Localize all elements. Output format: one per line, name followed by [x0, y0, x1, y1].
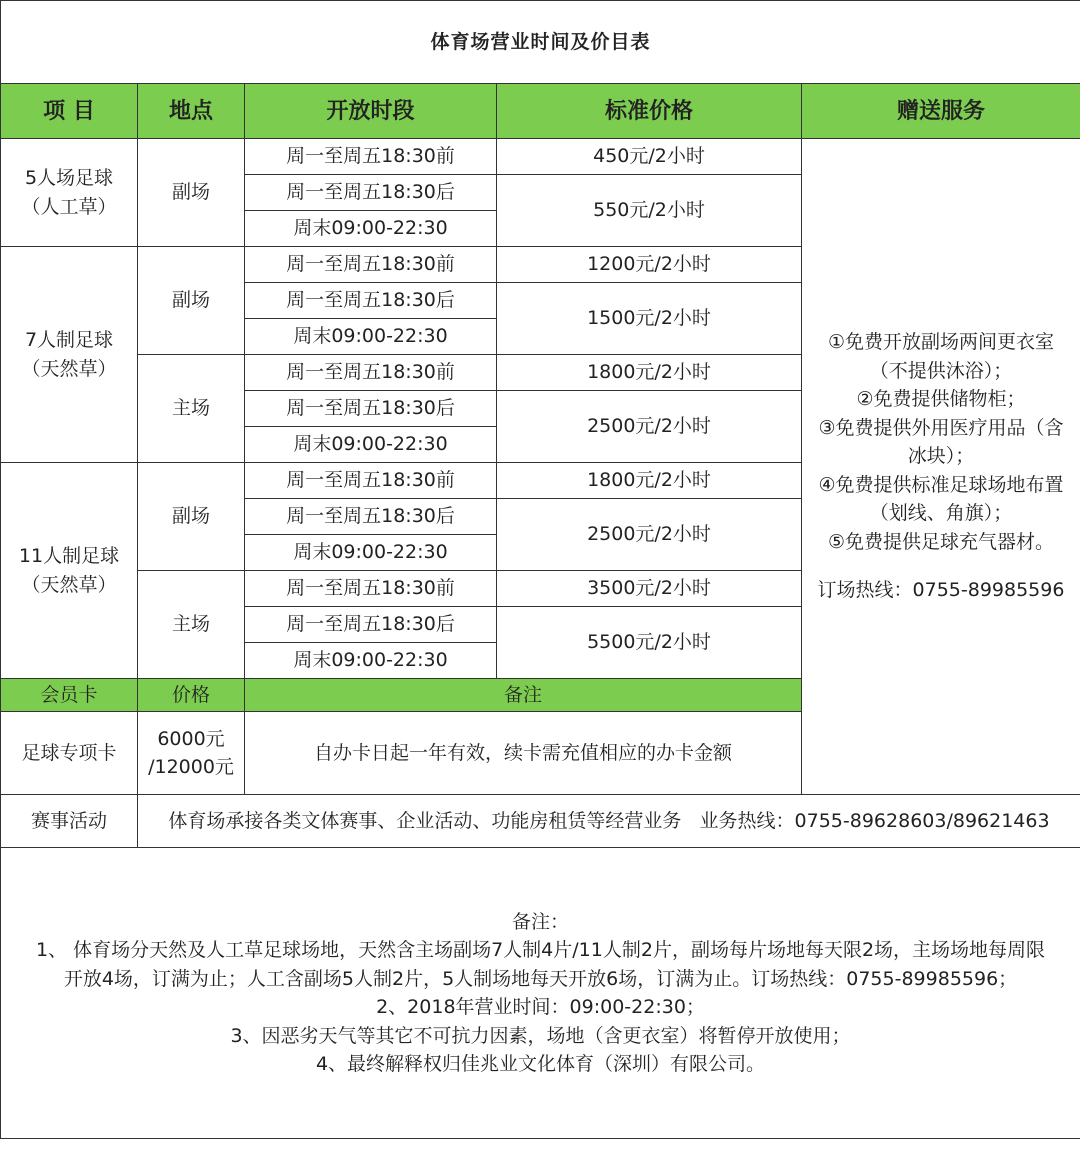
service-item: ④免费提供标准足球场地布置: [818, 473, 1064, 496]
item-cell: [1, 463, 138, 679]
venue-cell: 主场: [138, 355, 245, 463]
period-cell: 周一至周五18:30前: [245, 139, 497, 175]
note-line: 1、 体育场分天然及人工草足球场地，天然含主场副场7人制4片/11人制2片，副场每片场地每天限2场，主场场地每周限: [35, 939, 1046, 961]
service-item: （划线、角旗）；: [869, 502, 1013, 525]
item-name: 7人制足球: [24, 329, 114, 351]
header-service: 赠送服务: [802, 84, 1080, 139]
price-cell: 1800元/2小时: [497, 463, 802, 499]
card-price: [138, 712, 245, 795]
card-price-line: 6000元: [157, 727, 225, 750]
service-item: 冰块）；: [907, 445, 975, 468]
notes-block: [1, 848, 1080, 1139]
header-price: 标准价格: [497, 84, 802, 139]
price-cell: 1800元/2小时: [497, 355, 802, 391]
venue-cell: 副场: [138, 463, 245, 571]
note-line: 4、最终解释权归佳兆业文化体育（深圳）有限公司。: [315, 1053, 766, 1075]
price-cell: 5500元/2小时: [497, 607, 802, 679]
events-label: 赛事活动: [1, 795, 138, 848]
price-cell: 2500元/2小时: [497, 391, 802, 463]
services-cell: [802, 139, 1080, 795]
header-hours: 开放时段: [245, 84, 497, 139]
period-cell: 周末09:00-22:30: [245, 643, 497, 679]
venue-cell: 副场: [138, 247, 245, 355]
period-cell: 周末09:00-22:30: [245, 427, 497, 463]
service-item: ③免费提供外用医疗用品（含: [818, 416, 1064, 439]
note-line: 2、2018年营业时间：09:00-22:30；: [376, 996, 705, 1018]
period-cell: 周一至周五18:30后: [245, 283, 497, 319]
header-card-note: 备注: [245, 679, 802, 712]
venue-cell: 主场: [138, 571, 245, 679]
header-card: 会员卡: [1, 679, 138, 712]
item-name: 11人制足球: [18, 545, 120, 567]
service-item: ⑤免费提供足球充气器材。: [827, 530, 1055, 553]
card-price-line: /12000元: [148, 756, 234, 778]
period-cell: 周一至周五18:30前: [245, 463, 497, 499]
item-name: （天然草）: [21, 357, 117, 380]
price-cell: 1200元/2小时: [497, 247, 802, 283]
header-card-price: 价格: [138, 679, 245, 712]
period-cell: 周一至周五18:30后: [245, 607, 497, 643]
item-cell: [1, 139, 138, 247]
item-name: （天然草）: [21, 573, 117, 596]
price-cell: 450元/2小时: [497, 139, 802, 175]
price-cell: 1500元/2小时: [497, 283, 802, 355]
venue-cell: 副场: [138, 139, 245, 247]
item-name: 5人场足球: [24, 167, 114, 189]
period-cell: 周末09:00-22:30: [245, 319, 497, 355]
period-cell: 周一至周五18:30后: [245, 499, 497, 535]
events-text: 体育场承接各类文体赛事、企业活动、功能房租赁等经营业务 业务热线：0755-89628603/89621463: [138, 795, 1080, 848]
price-cell: 2500元/2小时: [497, 499, 802, 571]
price-cell: 550元/2小时: [497, 175, 802, 247]
period-cell: 周一至周五18:30前: [245, 571, 497, 607]
period-cell: 周末09:00-22:30: [245, 211, 497, 247]
notes-row: [1, 848, 1080, 1139]
item-name: （人工草）: [21, 195, 117, 218]
header-item: 项 目: [1, 84, 138, 139]
service-item: ②免费提供储物柜；: [856, 388, 1026, 411]
booking-hotline: 订场热线：0755-89985596: [817, 579, 1065, 602]
period-cell: 周一至周五18:30后: [245, 175, 497, 211]
header-venue: 地点: [138, 84, 245, 139]
card-note: 自办卡日起一年有效，续卡需充值相应的办卡金额: [245, 712, 802, 795]
price-cell: 3500元/2小时: [497, 571, 802, 607]
note-line: 3、因恶劣天气等其它不可抗力因素，场地（含更衣室）将暂停开放使用；: [230, 1024, 851, 1047]
note-line: 备注：: [511, 910, 569, 933]
period-cell: 周一至周五18:30后: [245, 391, 497, 427]
events-row: [1, 795, 1080, 848]
service-item: （不提供沐浴）；: [869, 359, 1013, 382]
period-cell: 周一至周五18:30前: [245, 355, 497, 391]
period-cell: 周末09:00-22:30: [245, 535, 497, 571]
page-title: 体育场营业时间及价目表: [1, 1, 1080, 84]
card-name: 足球专项卡: [1, 712, 138, 795]
price-row: [1, 139, 1080, 175]
period-cell: 周一至周五18:30前: [245, 247, 497, 283]
service-item: ①免费开放副场两间更衣室: [827, 331, 1055, 354]
item-cell: [1, 247, 138, 463]
note-line: 开放4场，订满为止；人工含副场5人制2片，5人制场地每天开放6场，订满为止。订场热线：0755-89985596；: [63, 967, 1018, 990]
